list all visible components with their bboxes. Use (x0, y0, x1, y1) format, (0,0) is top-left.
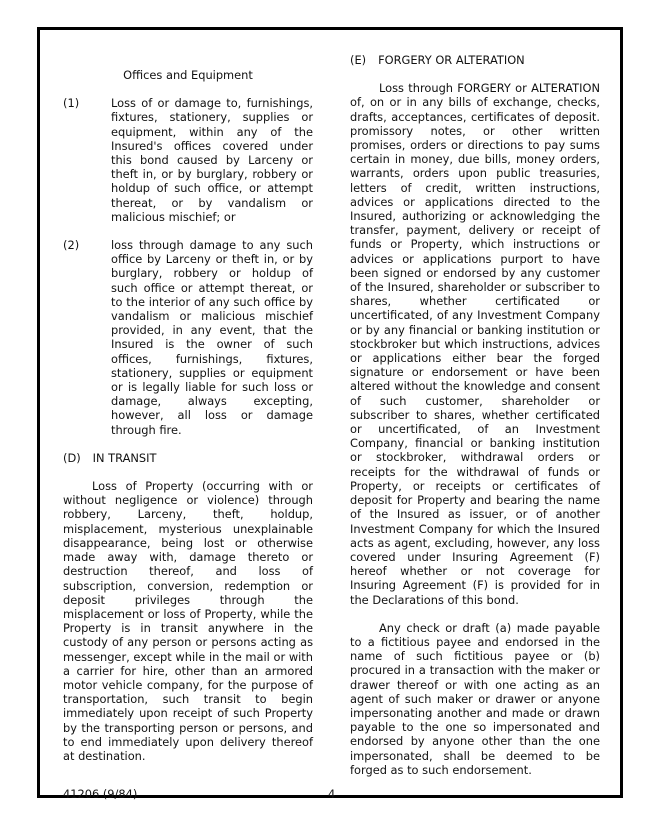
list-item (63, 96, 313, 224)
subheading-offices-equipment: Offices and Equipment (123, 68, 253, 82)
forged-endorsement-paragraph: Any check or draft (a) made payable to a fictitious payee and endorsed in the name of such fictitious payee or (b) procured in a transaction with the maker or drawer thereof or with one acting as an agent of such maker or drawer or anyone impersonating another and made or drawn payable to the one so impersonated and endorsed by anyone other than the one impersonated, shall be deemed to be forged as to such endorsement. (350, 620, 600, 777)
section-heading-d (63, 451, 313, 465)
section-letter: (E) (350, 53, 367, 67)
item-text: loss through damage to any such office by Larceny or theft in, or by burglary, robbery or holdup of such office or attempt thereat, or to the interior of any such office by vandalism or malicious mischief provided, in any event, that the Insured is the owner of such offices, furnishings, fixtures, stationery, supplies or equipment or is legally liable for such loss or damage, always excepting, however, all loss or damage through fire. (111, 238, 313, 437)
list-item (63, 238, 313, 437)
section-d-body: Loss of Property (occurring with or without negligence or violence) through robbery, Larceny, theft, holdup, misplacement, mysterious unexplainable disappearance, being lost or otherwise made away with, damage thereto or destruction thereof, and loss of subscription, conversion, redemption or deposit privileges through the misplacement or loss of Property, while the Property is in transit anywhere in the custody of any person or persons acting as messenger, except while in the mail or with a carrier for hire, other than an armored motor vehicle company, for the purpose of transportation, such transit to begin immediately upon receipt of such Property by the transporting person or persons, and to end immediately upon delivery thereof at destination. (63, 479, 313, 763)
section-letter: (D) (63, 450, 81, 465)
item-text: Loss of or damage to, furnishings, fixtures, stationery, supplies or equipment, within any of the Insured's offices covered under this bond caused by Larceny or theft in, or by burglary, robbery or holdup of such office, or attempt thereat, or by vandalism or malicious mischief; or (111, 96, 313, 224)
item-number: (1) (63, 96, 80, 111)
section-title: IN TRANSIT (92, 450, 157, 465)
section-title: FORGERY OR ALTERATION (378, 53, 525, 67)
left-column (63, 68, 313, 763)
section-heading-e (350, 53, 600, 67)
form-number: 41206 (9/84) (63, 787, 138, 801)
item-number: (2) (63, 238, 80, 253)
section-e-body: Loss through FORGERY or ALTERATION of, on or in any bills of exchange, checks, drafts, acceptances, certificates of deposit. promissory notes, or other written promises, orders or directions to pay sums certain in money, due bills, money orders, warrants, orders upon public treasuries, letters of credit, written instructions, advices or applications directed to the Insured, authorizing or acknowledging the transfer, payment, delivery or receipt of funds or Property, which instructions or advices or applications purport to have been signed or endorsed by any customer of the Insured, shareholder or subscriber to shares, whether certificated or uncertificated, of any Investment Company or by any financial or banking institution or stockbroker but which instructions, advices or applications either bear the forged signature or endorsement or have been altered without the knowledge and consent of such customer, shareholder or subscriber to shares, whether certificated or uncertificated, of an Investment Company, financial or banking institution or stockbroker, withdrawal orders or receipts for the withdrawal of funds or Property, or receipts or certificates of deposit for Property and bearing the name of the Insured as issuer, or of another Investment Company for which the Insured acts as agent, excluding, however, any loss covered under Insuring Agreement (F) hereof whether or not coverage for Insuring Agreement (F) is provided for in the Declarations of this bond. (350, 81, 600, 607)
page-number: 4 (328, 787, 336, 801)
right-column (350, 53, 600, 777)
